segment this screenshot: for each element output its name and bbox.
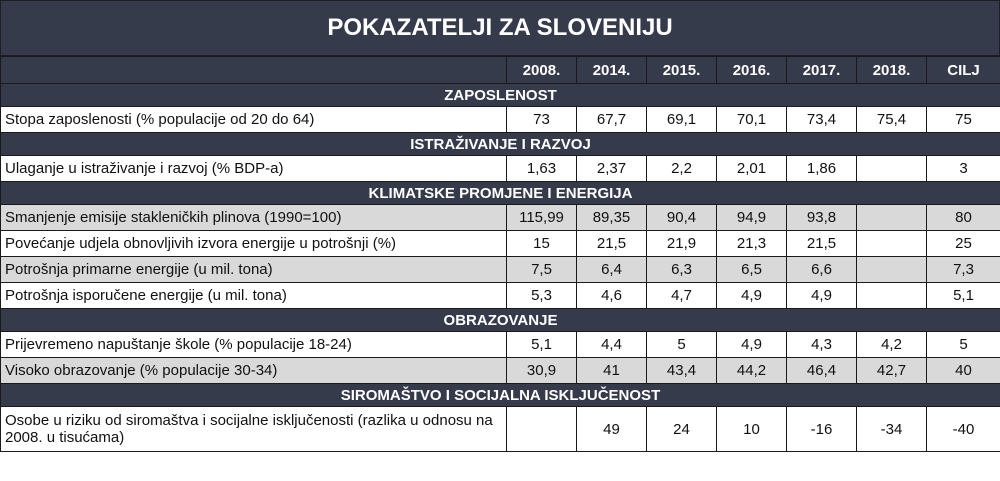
section-heading-row — [1, 309, 1000, 332]
value-cell: 24 — [647, 407, 717, 452]
section-heading-row — [1, 384, 1000, 407]
value-cell: 1,86 — [787, 156, 857, 182]
value-cell: 46,4 — [787, 358, 857, 384]
table-row — [1, 407, 1000, 452]
section-heading: ZAPOSLENOST — [1, 84, 1000, 107]
column-header-row — [1, 57, 1000, 84]
value-cell: 43,4 — [647, 358, 717, 384]
column-header: 2016. — [717, 57, 787, 84]
section-heading-row — [1, 182, 1000, 205]
value-cell: 90,4 — [647, 205, 717, 231]
value-cell: 5,3 — [507, 283, 577, 309]
row-label: Potrošnja isporučene energije (u mil. tona) — [1, 283, 507, 309]
value-cell — [857, 283, 927, 309]
value-cell: 25 — [927, 231, 1000, 257]
value-cell: 4,4 — [577, 332, 647, 358]
row-label: Povećanje udjela obnovljivih izvora energije u potrošnji (%) — [1, 231, 507, 257]
value-cell: 2,01 — [717, 156, 787, 182]
value-cell: 70,1 — [717, 107, 787, 133]
section-heading: ISTRAŽIVANJE I RAZVOJ — [1, 133, 1000, 156]
value-cell: 10 — [717, 407, 787, 452]
row-label: Ulaganje u istraživanje i razvoj (% BDP-a) — [1, 156, 507, 182]
value-cell: 89,35 — [577, 205, 647, 231]
value-cell: 4,9 — [787, 283, 857, 309]
value-cell: 4,9 — [717, 283, 787, 309]
value-cell: 41 — [577, 358, 647, 384]
value-cell — [857, 257, 927, 283]
value-cell: 21,3 — [717, 231, 787, 257]
value-cell: -34 — [857, 407, 927, 452]
row-label: Potrošnja primarne energije (u mil. tona) — [1, 257, 507, 283]
value-cell: 21,5 — [787, 231, 857, 257]
value-cell: 15 — [507, 231, 577, 257]
section-heading: SIROMAŠTVO I SOCIJALNA ISKLJUČENOST — [1, 384, 1000, 407]
value-cell — [857, 231, 927, 257]
column-header: 2017. — [787, 57, 857, 84]
value-cell — [857, 156, 927, 182]
value-cell: 6,6 — [787, 257, 857, 283]
value-cell: 2,37 — [577, 156, 647, 182]
value-cell: 115,99 — [507, 205, 577, 231]
row-label: Visoko obrazovanje (% populacije 30-34) — [1, 358, 507, 384]
row-label: Prijevremeno napuštanje škole (% populacije 18-24) — [1, 332, 507, 358]
value-cell: 80 — [927, 205, 1000, 231]
table-row — [1, 107, 1000, 133]
value-cell: 4,7 — [647, 283, 717, 309]
table-row — [1, 283, 1000, 309]
value-cell: -16 — [787, 407, 857, 452]
value-cell — [507, 407, 577, 452]
table-row — [1, 257, 1000, 283]
value-cell: 4,9 — [717, 332, 787, 358]
value-cell: 2,2 — [647, 156, 717, 182]
value-cell: 21,5 — [577, 231, 647, 257]
value-cell: 7,5 — [507, 257, 577, 283]
column-header: 2014. — [577, 57, 647, 84]
value-cell: 6,4 — [577, 257, 647, 283]
table-row — [1, 358, 1000, 384]
value-cell: 4,3 — [787, 332, 857, 358]
value-cell: 5,1 — [927, 283, 1000, 309]
value-cell: 94,9 — [717, 205, 787, 231]
value-cell: 1,63 — [507, 156, 577, 182]
column-header: CILJ — [927, 57, 1000, 84]
value-cell: 5,1 — [507, 332, 577, 358]
value-cell: 40 — [927, 358, 1000, 384]
column-header: 2008. — [507, 57, 577, 84]
row-label: Osobe u riziku od siromaštva i socijalne isključenosti (razlika u odnosu na 2008. u tisućama) — [1, 407, 507, 452]
value-cell: 7,3 — [927, 257, 1000, 283]
value-cell: 73,4 — [787, 107, 857, 133]
value-cell: 44,2 — [717, 358, 787, 384]
value-cell — [857, 205, 927, 231]
value-cell: 5 — [927, 332, 1000, 358]
value-cell: 6,3 — [647, 257, 717, 283]
column-header: 2018. — [857, 57, 927, 84]
section-heading: KLIMATSKE PROMJENE I ENERGIJA — [1, 182, 1000, 205]
value-cell: 93,8 — [787, 205, 857, 231]
section-heading: OBRAZOVANJE — [1, 309, 1000, 332]
value-cell: 75,4 — [857, 107, 927, 133]
value-cell: 4,2 — [857, 332, 927, 358]
indicators-table — [0, 56, 1000, 452]
value-cell: 5 — [647, 332, 717, 358]
value-cell: 73 — [507, 107, 577, 133]
value-cell: 3 — [927, 156, 1000, 182]
value-cell: -40 — [927, 407, 1000, 452]
table-row — [1, 332, 1000, 358]
section-heading-row — [1, 84, 1000, 107]
section-heading-row — [1, 133, 1000, 156]
row-label: Smanjenje emisije stakleničkih plinova (1990=100) — [1, 205, 507, 231]
table-title: POKAZATELJI ZA SLOVENIJU — [0, 0, 1000, 56]
table-row — [1, 231, 1000, 257]
row-label: Stopa zaposlenosti (% populacije od 20 do 64) — [1, 107, 507, 133]
value-cell: 6,5 — [717, 257, 787, 283]
value-cell: 69,1 — [647, 107, 717, 133]
column-header: 2015. — [647, 57, 717, 84]
table-row — [1, 156, 1000, 182]
value-cell: 42,7 — [857, 358, 927, 384]
value-cell: 21,9 — [647, 231, 717, 257]
value-cell: 67,7 — [577, 107, 647, 133]
value-cell: 4,6 — [577, 283, 647, 309]
value-cell: 75 — [927, 107, 1000, 133]
value-cell: 30,9 — [507, 358, 577, 384]
value-cell: 49 — [577, 407, 647, 452]
header-blank-cell — [1, 57, 507, 84]
table-row — [1, 205, 1000, 231]
